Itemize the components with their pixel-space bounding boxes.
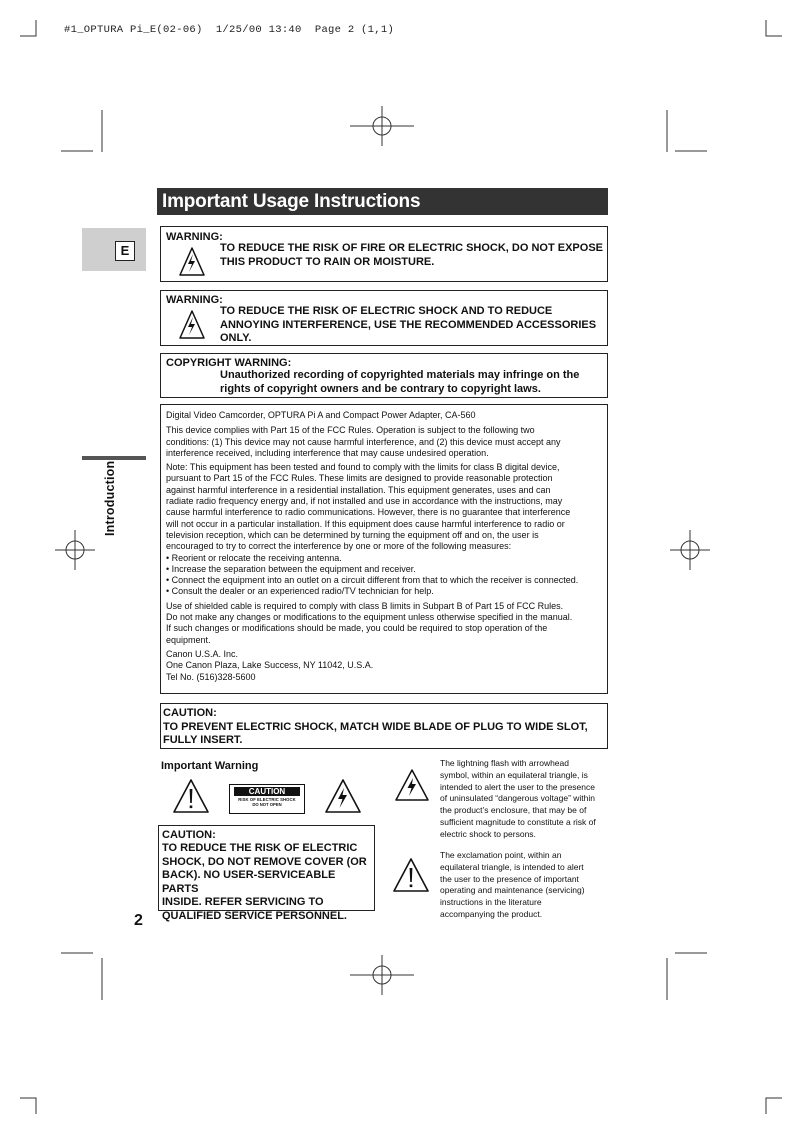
copyright-warning-box	[160, 353, 608, 398]
caution-label: CAUTION:	[163, 707, 217, 719]
warning-line: ONLY.	[220, 332, 252, 344]
electric-shock-icon	[394, 768, 430, 802]
fcc-line: encouraged to try to correct the interference by one or more of the following measures:	[166, 541, 512, 552]
fcc-note	[166, 462, 603, 552]
note-line: intended to alert the user to the presence	[440, 781, 595, 792]
copyright-text	[220, 369, 579, 396]
lightning-symbol-note	[440, 758, 610, 841]
device-line: Digital Video Camcorder, OPTURA Pi A and Compact Power Adapter, CA-560	[166, 410, 476, 420]
warning-text	[220, 305, 596, 346]
fcc-line: television reception, which can be determined by turning the equipment off and on, the user is	[166, 529, 539, 540]
note-line: accompanying the product.	[440, 908, 543, 919]
fcc-line: equipment.	[166, 634, 211, 645]
fcc-line: If such changes or modifications should be made, you could be required to stop operation of the	[166, 623, 548, 634]
electric-shock-icon	[178, 309, 206, 341]
caution-line: BACK). NO USER-SERVICEABLE PARTS	[162, 869, 336, 895]
caution-line: FULLY INSERT.	[163, 734, 243, 746]
caution-line: TO PREVENT ELECTRIC SHOCK, MATCH WIDE BLADE OF PLUG TO WIDE SLOT,	[163, 720, 588, 733]
caution-label-graphic	[229, 784, 305, 814]
copyright-line: rights of copyright owners and be contrary to copyright laws.	[220, 382, 541, 395]
exclamation-symbol-note	[440, 850, 610, 921]
caution-line: QUALIFIED SERVICE PERSONNEL.	[162, 909, 347, 922]
section-divider	[82, 456, 146, 460]
page-number: 2	[134, 912, 143, 929]
fcc-cable	[166, 601, 603, 646]
caution-label-sub: RISK OF ELECTRIC SHOCK	[238, 797, 296, 802]
plug-caution-box	[160, 703, 608, 749]
measure-item: • Connect the equipment into an outlet on a circuit different from that to which the receiver is connected.	[166, 575, 579, 586]
note-line: The exclamation point, within an	[440, 850, 562, 860]
caution-label-sub: DO NOT OPEN	[252, 802, 282, 807]
fcc-line: This device complies with Part 15 of the FCC Rules. Operation is subject to the following two	[166, 425, 535, 436]
fcc-line: pursuant to Part 15 of the FCC Rules. These limits are designed to provide reasonable protection	[166, 473, 553, 484]
electric-shock-icon	[324, 778, 362, 814]
caution-line: INSIDE. REFER SERVICING TO	[162, 896, 324, 908]
service-caution-box	[158, 825, 375, 922]
measure-item: • Reorient or relocate the receiving antenna.	[166, 552, 342, 563]
note-line: the user to the presence of important	[440, 873, 579, 884]
note-line: the product’s enclosure, that may be of	[440, 805, 587, 816]
section-label: Introduction	[103, 460, 117, 536]
fcc-line: will not occur in a particular installation. If this equipment does cause harmful interference to radio or	[166, 518, 565, 529]
registration-mark-bottom	[350, 955, 414, 995]
fcc-measures	[166, 553, 603, 598]
measure-item: • Increase the separation between the equipment and receiver.	[166, 563, 416, 574]
warning-line: THIS PRODUCT TO RAIN OR MOISTURE.	[220, 255, 435, 268]
warning-line: ANNOYING INTERFERENCE, USE THE RECOMMENDED ACCESSORIES	[220, 318, 597, 331]
language-tab-letter: E	[115, 241, 135, 261]
caution-line: SHOCK, DO NOT REMOVE COVER (OR	[162, 855, 367, 868]
note-line: instructions in the literature	[440, 897, 542, 908]
important-warning-heading: Important Warning	[161, 760, 259, 772]
fcc-line: cause harmful interference to radio communications. However, there is no guarantee that interference	[166, 507, 571, 518]
copyright-label: COPYRIGHT WARNING:	[166, 357, 292, 369]
warning-box-2	[160, 290, 608, 346]
fcc-line: Do not make any changes or modifications to the equipment unless otherwise specified in the manual.	[166, 612, 573, 623]
registration-mark-right	[670, 530, 710, 570]
fcc-line: interference received, including interference that may cause undesired operation.	[166, 447, 489, 458]
note-line: operating and maintenance (servicing)	[440, 885, 585, 896]
language-tab	[82, 228, 146, 271]
warning-text	[220, 242, 603, 269]
warning-box-1	[160, 226, 608, 282]
warning-label: WARNING:	[166, 231, 223, 243]
address-line: One Canon Plaza, Lake Success, NY 11042, U.S.A.	[166, 660, 374, 671]
note-line: electric shock to persons.	[440, 828, 536, 839]
exclamation-triangle-icon	[392, 857, 430, 893]
registration-mark-left	[55, 530, 95, 570]
warning-label: WARNING:	[166, 294, 223, 306]
page-title: Important Usage Instructions	[157, 188, 608, 215]
registration-mark-top	[350, 106, 414, 146]
address-line: Tel No. (516)328-5600	[166, 671, 256, 682]
fcc-compliance	[166, 425, 603, 459]
print-header: #1_OPTURA Pi_E(02-06) 1/25/00 13:40 Page 2 (1,1)	[64, 24, 395, 36]
address-line: Canon U.S.A. Inc.	[166, 648, 239, 659]
fcc-address	[166, 649, 603, 683]
exclamation-triangle-icon	[172, 778, 210, 814]
fcc-line: conditions: (1) This device may not cause harmful interference, and (2) this device must accept any	[166, 436, 561, 447]
fcc-line: Use of shielded cable is required to comply with class B limits in Subpart B of Part 15 of FCC Rules.	[166, 600, 564, 611]
warning-line: TO REDUCE THE RISK OF ELECTRIC SHOCK AND TO REDUCE	[220, 305, 553, 317]
fcc-line: against harmful interference in a residential installation. This equipment generates, uses and can	[166, 484, 551, 495]
caution-label-heading: CAUTION	[234, 787, 300, 796]
copyright-line: Unauthorized recording of copyrighted materials may infringe on the	[220, 369, 580, 381]
note-line: sufficient magnitude to constitute a risk of	[440, 816, 596, 827]
fcc-statement-box	[160, 404, 608, 694]
caution-label: CAUTION:	[162, 829, 216, 841]
note-line: symbol, within an equilateral triangle, is	[440, 769, 588, 780]
note-line: equilateral triangle, is intended to alert	[440, 861, 584, 872]
measure-item: • Consult the dealer or an experienced radio/TV technician for help.	[166, 586, 434, 597]
note-line: of uninsulated “dangerous voltage” within	[440, 793, 595, 804]
caution-line: TO REDUCE THE RISK OF ELECTRIC	[162, 842, 358, 854]
warning-line: TO REDUCE THE RISK OF FIRE OR ELECTRIC SHOCK, DO NOT EXPOSE	[220, 242, 603, 254]
electric-shock-icon	[178, 246, 206, 278]
note-line: The lightning flash with arrowhead	[440, 758, 569, 768]
fcc-line: radiate radio frequency energy and, if not installed and use in accordance with the instructions, may	[166, 496, 563, 507]
fcc-line: Note: This equipment has been tested and found to comply with the limits for class B digital device,	[166, 462, 560, 473]
